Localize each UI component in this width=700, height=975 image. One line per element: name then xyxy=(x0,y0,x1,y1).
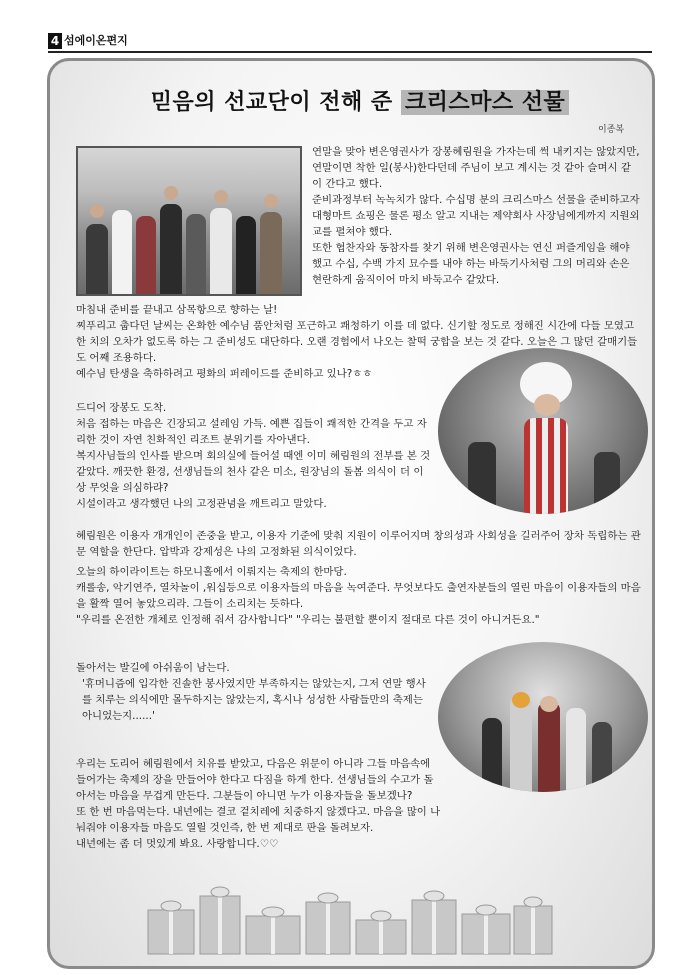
author-name: 이종복 xyxy=(598,125,625,135)
paragraph-7: 드디어 장봉도 도착. xyxy=(76,402,167,414)
group-photo xyxy=(76,146,302,296)
title-highlight: 크리스마스 선물 xyxy=(401,90,569,115)
newsletter-title: 섬에이온편지 xyxy=(64,34,128,47)
paragraph-15: 돌아서는 발길에 아쉬움이 남는다. xyxy=(76,662,230,674)
paragraph-10: 시설이라고 생각했던 나의 고정관념을 깨트리고 말았다. xyxy=(76,498,327,510)
page-number: 4 xyxy=(48,33,62,49)
paragraph-16: '휴머니즘에 입각한 진솔한 봉사였지만 부족하지는 않았는지, 그저 연말 행사를 치루는 의식에만 몰두하지는 않았는지, 혹시나 성성한 사람들만의 축제는 아니었는지......' xyxy=(82,678,426,722)
paragraph-13: 캐롤송, 악기연주, 열차놀이 ,워십등으로 이용자들의 마음을 녹여준다. 무엇보다도 출연자분들의 열린 마음이 이용자들의 마음을 활짝 열어 놓았으리라. 그들이 소리치는 듯하다. xyxy=(76,582,641,610)
article-title xyxy=(60,88,660,118)
paragraph-18: 또 한 번 마음먹는다. 내년에는 결코 겉치레에 치중하지 않겠다고. 마음을 많이 나눠줘야 이용자들 마음도 열릴 것인즉, 한 번 제대로 판을 돌려보자. xyxy=(76,806,441,834)
reflection-paragraphs xyxy=(76,660,432,724)
journey-paragraphs xyxy=(76,302,642,382)
paragraph-5: 찌푸리고 춥다던 날씨는 온화한 예수님 품안처럼 포근하고 쾌청하기 이를 데 없다. 신기할 정도로 정해진 시간에 다들 모였고 한 치의 오차가 없도록 하는 그 준비성도 대단하다. 오랜 경험에서 나오는 찰떡 궁합을 보는 것 같다. 오늘은 그 많던 갈매기들도 어째 조용하다. xyxy=(76,320,638,364)
paragraph-17: 우리는 도리어 혜림원에서 치유를 받았고, 다음은 위문이 아니라 그들 마음속에 들어가는 축제의 장을 만들어야 한다고 다짐을 하게 한다. 선생님들의 수고가 돌아서는 마음을 무겁게 만든다. 그분들이 아니면 누가 이용자들을 돌보겠나? xyxy=(76,758,434,802)
facility-paragraph xyxy=(76,528,642,560)
paragraph-14: "우리를 온전한 개체로 인정해 줘서 감사합니다" "우리는 불편할 뿐이지 절대로 다른 것이 아니거든요." xyxy=(76,614,540,626)
paragraph-3: 또한 협찬자와 동참자를 찾기 위해 변은영권사는 연신 퍼즐게임을 해야 했고 수십, 수백 가지 묘수를 내야 하는 바둑기사처럼 그의 머리와 손은 현란하게 움직이어 마치 바둑고수 같았다. xyxy=(312,242,630,286)
paragraph-11: 혜림원은 이용자 개개인이 존중을 받고, 이용자 기준에 맞춰 지원이 이루어지며 창의성과 사회성을 길러주어 장차 독립하는 관문 역할을 한단다. 압박과 강제성은 나의 고정화된 의식이었다. xyxy=(76,530,641,558)
performance-photo-dancers xyxy=(438,642,648,792)
paragraph-1: 연말을 맞아 변은영권사가 장봉혜림원을 가자는데 썩 내키지는 않았지만, 연말이면 착한 일(봉사)한다던데 주님이 보고 계시는 것 같아 슬며시 같이 간다고 했다. xyxy=(312,146,640,190)
paragraph-6: 예수님 탄생을 축하하려고 평화의 퍼레이드를 준비하고 있나?ㅎㅎ xyxy=(76,368,373,380)
title-plain: 믿음의 선교단이 전해 준 xyxy=(150,90,401,115)
paragraph-2: 준비과정부터 녹녹치가 않다. 수십명 분의 크리스마스 선물을 준비하고자 대형마트 쇼핑은 물론 평소 알고 지내는 제약회사 사장님에게까지 지원외교를 펼쳐야 했다. xyxy=(312,194,640,238)
paragraph-4: 마침내 준비를 끝내고 삼목항으로 향하는 날! xyxy=(76,304,278,316)
paragraph-8: 처음 접하는 마음은 긴장되고 설레임 가득. 예쁜 집들이 쾌적한 간격을 두고 자리한 것이 자연 친화적인 리조트 분위기를 자아낸다. xyxy=(76,418,427,446)
closing-paragraphs xyxy=(76,756,442,852)
paragraph-19: 내년에는 좀 더 멋있게 봐요. 사랑합니다.♡♡ xyxy=(76,838,279,850)
paragraph-9: 복지사님들의 인사를 받으며 회의실에 들어설 때엔 이미 혜림원의 전부를 본 것 같았다. 깨끗한 환경, 선생님들의 천사 같은 미소, 원장님의 돌봄 의식이 더 이상 무엇을 의심하랴? xyxy=(76,450,431,494)
gift-boxes-decoration xyxy=(140,880,560,958)
intro-paragraphs xyxy=(312,144,640,288)
arrival-paragraphs xyxy=(76,400,432,512)
paragraph-12: 오늘의 하이라이트는 하모니홀에서 이뤄지는 축제의 한마당. xyxy=(76,566,347,578)
header-divider xyxy=(48,51,652,53)
festival-paragraphs xyxy=(76,564,642,628)
